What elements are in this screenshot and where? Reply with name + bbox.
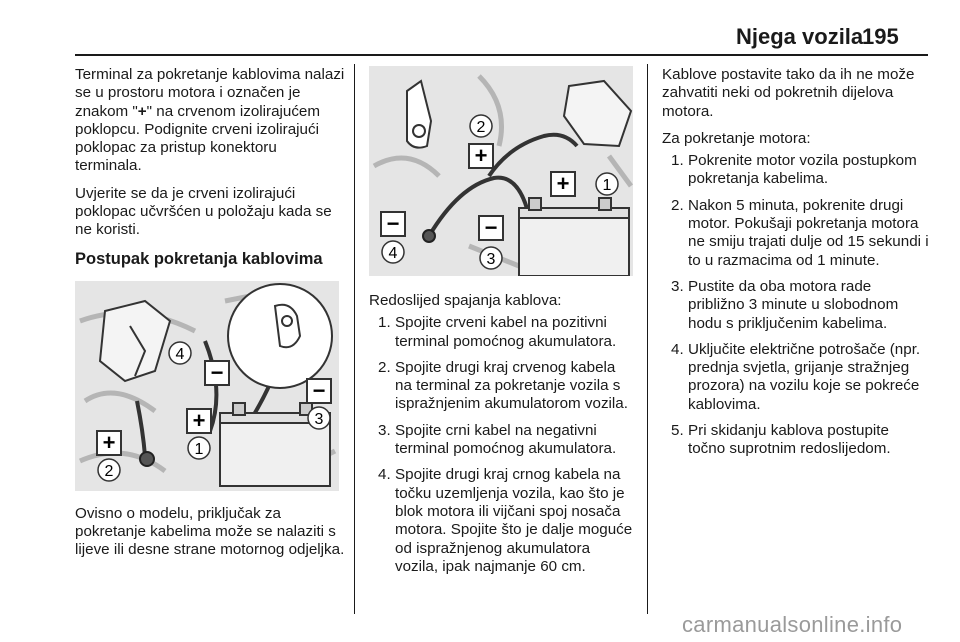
list-item: 1. Spojite crveni kabel na pozitivni terminal pomoćnog akumulatora. <box>378 314 617 350</box>
list-item: 3. Pustite da oba motora rade približno 3 minute u slobodnom hodu s priključenim kabelima. <box>671 277 899 332</box>
cable-routing-paragraph: Kablove postavite tako da ih ne može zahvatiti neki od pokretnih dijelova motora. <box>662 66 915 120</box>
connection-order-title: Redoslijed spajanja kablova: <box>369 292 562 309</box>
list-item: 4. Spojite drugi kraj crnog kabela na točku uzemljenja vozila, kao što je blok motora ili vijčani spoj nosača motora. Spojite što je dalje moguće od ispražnjenog akumulatora vozila, ipak najmanje 60 cm. <box>378 466 633 575</box>
battery <box>220 421 330 486</box>
cover-paragraph: Uvjerite se da je crveni izolirajući poklopac učvršćen u položaju kada se ne koristi. <box>75 184 332 239</box>
list-item: 1. Pokrenite motor vozila postupkom pokretanja kabelima. <box>671 152 917 188</box>
callout-2 <box>98 459 120 481</box>
svg-text:1: 1 <box>194 440 204 458</box>
cable-connection-diagram <box>369 66 633 276</box>
label-minus-4 <box>381 211 405 236</box>
terminal-diagram <box>75 281 339 491</box>
column-right <box>662 66 930 467</box>
label-minus-4 <box>205 360 229 385</box>
svg-text:+: + <box>556 171 570 196</box>
svg-text:+: + <box>102 429 116 455</box>
callout-4 <box>169 342 191 364</box>
plus-symbol: + <box>137 102 147 120</box>
svg-text:4: 4 <box>388 245 398 262</box>
intro-paragraph <box>75 66 345 176</box>
list-item: 2. Nakon 5 minuta, pokrenite drugi motor. Pokušaji pokretanja motora ne smiju trajati dulje od 15 sekundi i to u razmacima od 1 minute. <box>671 196 929 269</box>
header-rule <box>75 54 928 56</box>
svg-text:−: − <box>386 211 400 236</box>
list-item: 5. Pri skidanju kablova postupite točno suprotnim redoslijedom. <box>671 422 891 458</box>
insulating-cover <box>564 81 631 146</box>
callout-2 <box>470 115 492 137</box>
svg-text:3: 3 <box>486 251 496 268</box>
svg-text:−: − <box>484 215 498 240</box>
page-number: 195 <box>862 24 899 49</box>
list-item: 3. Spojite crni kabel na negativni terminal pomoćnog akumulatora. <box>378 421 617 458</box>
list-item: 2. Spojite drugi kraj crvenog kabela na terminal za pokretanje vozila s ispražnjenim akumulatorom vozila. <box>378 358 628 413</box>
column-middle <box>369 66 635 584</box>
battery <box>519 216 629 276</box>
intro-text-b: " na crvenom izolirajućem poklopcu. Podignite crveni izolirajući poklopac za pristup konektoru terminala. <box>75 102 321 175</box>
insulating-cover <box>100 301 170 381</box>
svg-text:+: + <box>192 407 206 433</box>
section-title: Njega vozila <box>736 24 864 49</box>
column-divider-left <box>354 64 355 614</box>
svg-text:2: 2 <box>104 462 114 480</box>
svg-text:2: 2 <box>476 119 486 136</box>
battery-terminal-positive <box>233 403 245 415</box>
section-heading: Postupak pokretanja kablovima <box>75 249 323 268</box>
label-plus-2 <box>469 143 493 168</box>
start-steps <box>662 152 930 458</box>
svg-text:−: − <box>312 377 326 403</box>
connection-steps <box>369 314 635 576</box>
label-plus-2 <box>97 430 121 455</box>
svg-text:4: 4 <box>175 345 185 363</box>
ground-point <box>423 230 435 242</box>
page-header <box>0 0 960 60</box>
callout-1 <box>596 173 618 195</box>
start-engine-title: Za pokretanje motora: <box>662 129 811 147</box>
callout-3 <box>480 247 502 269</box>
label-plus-1 <box>187 408 211 433</box>
ground-point <box>140 452 154 466</box>
watermark: carmanualsonline.info <box>682 612 903 637</box>
cable-connection-illustration <box>369 66 633 276</box>
intro-text-a: Terminal za pokretanje kablovima nalazi se u prostoru motora i označen je znakom " <box>75 66 345 120</box>
svg-text:1: 1 <box>602 177 612 194</box>
svg-text:+: + <box>474 143 488 168</box>
label-minus-3 <box>307 378 331 403</box>
callout-4 <box>382 241 404 263</box>
label-plus-1 <box>551 171 575 196</box>
terminal-illustration <box>75 281 339 491</box>
column-left <box>75 66 345 569</box>
svg-text:3: 3 <box>314 410 324 428</box>
location-paragraph: Ovisno o modelu, priključak za pokretanje kabelima može se nalaziti s lijeve ili desne strane motornog odjeljka. <box>75 504 345 559</box>
callout-1 <box>188 437 210 459</box>
list-item: 4. Uključite električne potrošače (npr. prednja svjetla, grijanje stražnjeg prozora) na vozilu koje se pokreće kablovima. <box>671 340 921 413</box>
positive-cable <box>137 401 145 456</box>
callout-3 <box>308 407 330 429</box>
svg-text:−: − <box>210 359 224 385</box>
label-minus-3 <box>479 215 503 240</box>
column-divider-right <box>647 64 648 614</box>
